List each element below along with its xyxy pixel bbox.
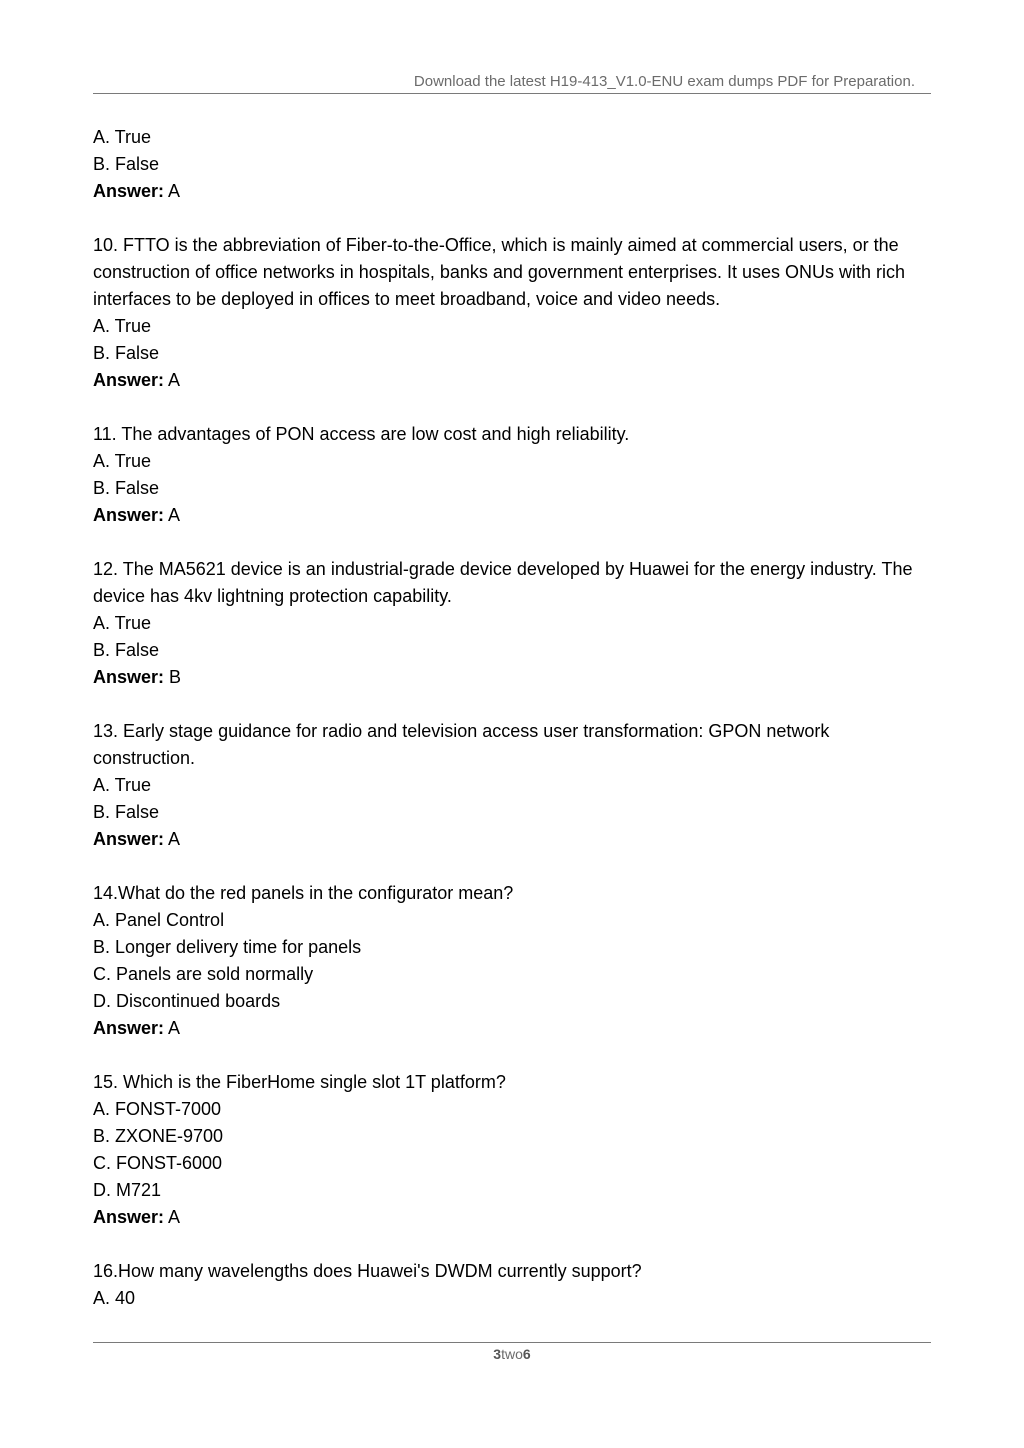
page-separator: two — [501, 1346, 523, 1362]
answer-label: Answer: — [93, 829, 165, 849]
question-13 — [93, 718, 931, 853]
answer-label: Answer: — [93, 1207, 165, 1227]
answer-value: A — [168, 1207, 181, 1227]
question-text: 15. Which is the FiberHome single slot 1T platform? — [93, 1072, 506, 1092]
answer-label: Answer: — [93, 370, 165, 390]
page-total: 6 — [522, 1346, 531, 1362]
question-text: 13. Early stage guidance for radio and television access user transformation: GPON network construction. — [93, 721, 830, 768]
question-9-continued — [93, 124, 931, 205]
question-text: 12. The MA5621 device is an industrial-grade device developed by Huawei for the energy industry. The device has 4kv lightning protection capability. — [93, 559, 913, 606]
option-b: B. False — [93, 154, 160, 174]
footer-divider — [93, 1342, 931, 1343]
option-a: A. True — [93, 451, 152, 471]
question-16 — [93, 1258, 931, 1312]
option-a: A. Panel Control — [93, 910, 225, 930]
question-10 — [93, 232, 931, 394]
answer-line — [93, 664, 931, 691]
option-a: A. True — [93, 613, 152, 633]
answer-label: Answer: — [93, 1018, 165, 1038]
answer-value: A — [168, 1018, 181, 1038]
option-a: A. True — [93, 127, 152, 147]
option-d: D. M721 — [93, 1180, 162, 1200]
question-text: 11. The advantages of PON access are low cost and high reliability. — [93, 424, 630, 444]
page-current: 3 — [493, 1346, 502, 1362]
answer-value: A — [168, 181, 181, 201]
question-text: 16.How many wavelengths does Huawei's DWDM currently support? — [93, 1261, 642, 1281]
answer-value: B — [169, 667, 182, 687]
answer-label: Answer: — [93, 505, 165, 525]
option-c: C. FONST-6000 — [93, 1153, 223, 1173]
question-14 — [93, 880, 931, 1042]
option-a: A. True — [93, 316, 152, 336]
answer-line — [93, 178, 931, 205]
exam-content — [93, 124, 931, 1312]
answer-value: A — [168, 829, 181, 849]
question-11 — [93, 421, 931, 529]
answer-value: A — [168, 370, 181, 390]
option-a: A. 40 — [93, 1288, 136, 1308]
question-12 — [93, 556, 931, 691]
option-b: B. Longer delivery time for panels — [93, 937, 362, 957]
option-b: B. ZXONE-9700 — [93, 1126, 224, 1146]
answer-line — [93, 367, 931, 394]
page-number — [0, 1346, 1024, 1362]
option-b: B. False — [93, 478, 160, 498]
header-divider — [93, 93, 931, 94]
page-header: Download the latest H19-413_V1.0-ENU exam dumps PDF for Preparation. — [413, 73, 915, 90]
answer-line — [93, 1015, 931, 1042]
answer-line — [93, 502, 931, 529]
answer-line — [93, 1204, 931, 1231]
question-15 — [93, 1069, 931, 1231]
option-b: B. False — [93, 343, 160, 363]
answer-line — [93, 826, 931, 853]
answer-label: Answer: — [93, 667, 165, 687]
option-d: D. Discontinued boards — [93, 991, 281, 1011]
question-text: 14.What do the red panels in the configurator mean? — [93, 883, 514, 903]
option-b: B. False — [93, 640, 160, 660]
answer-value: A — [168, 505, 181, 525]
option-b: B. False — [93, 802, 160, 822]
answer-label: Answer: — [93, 181, 165, 201]
question-text: 10. FTTO is the abbreviation of Fiber-to-the-Office, which is mainly aimed at commercial users, or the construction of office networks in hospitals, banks and government enterprises. It uses ONUs with rich interfaces to be deployed in offices to meet broadband, voice and video needs. — [93, 235, 906, 309]
option-a: A. True — [93, 775, 152, 795]
option-a: A. FONST-7000 — [93, 1099, 222, 1119]
option-c: C. Panels are sold normally — [93, 964, 314, 984]
